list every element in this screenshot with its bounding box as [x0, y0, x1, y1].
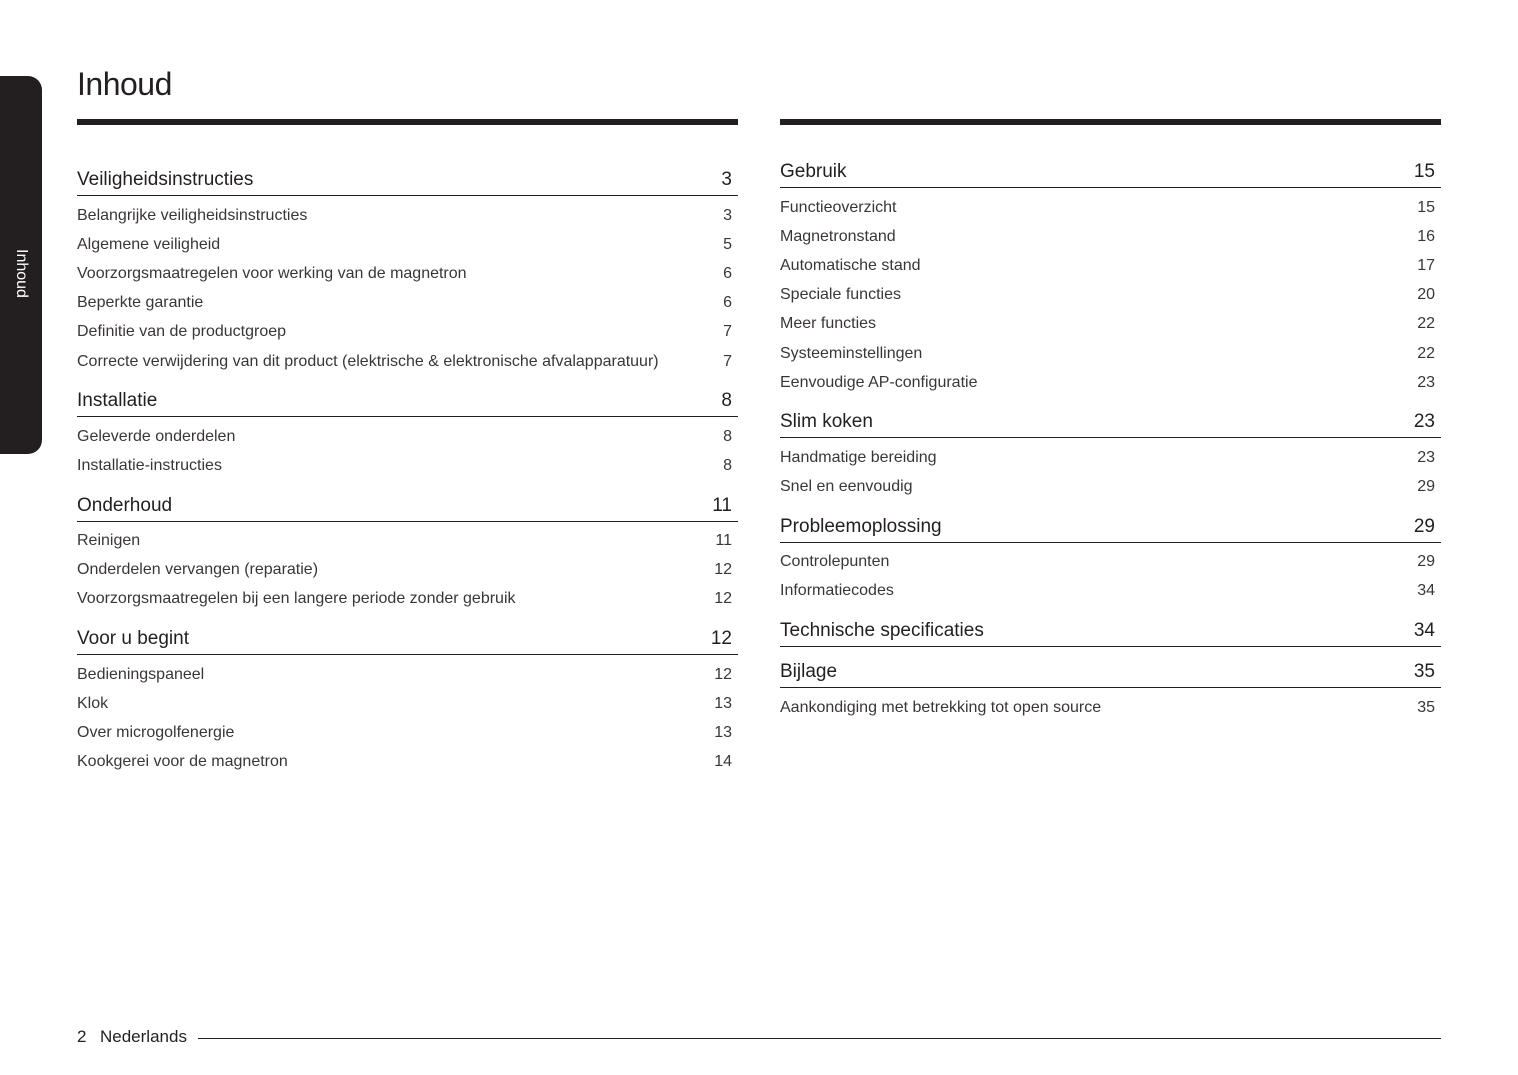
toc-item-list: [77, 522, 738, 615]
toc-item[interactable]: [780, 222, 1441, 251]
toc-item-page: 13: [714, 724, 732, 742]
toc-section-heading[interactable]: [780, 407, 1441, 438]
toc-section: [77, 624, 738, 777]
toc-item-page: 3: [723, 206, 732, 224]
toc-item[interactable]: [77, 201, 738, 230]
toc-item[interactable]: [780, 443, 1441, 472]
toc-item-label: Handmatige bereiding: [780, 448, 937, 466]
toc-item[interactable]: [77, 689, 738, 718]
toc-item-label: Reinigen: [77, 532, 141, 550]
toc-item-page: 6: [723, 294, 732, 312]
toc-item-label: Over microgolfenergie: [77, 724, 235, 742]
title-rule-left: [77, 119, 738, 125]
toc-section-heading[interactable]: [780, 157, 1441, 188]
toc-item-label: Snel en eenvoudig: [780, 478, 913, 496]
toc-section-page: 23: [1413, 411, 1435, 433]
toc-item[interactable]: [77, 718, 738, 747]
toc-item-label: Aankondiging met betrekking tot open source: [780, 698, 1102, 716]
title-rule-right: [780, 119, 1441, 125]
toc-item[interactable]: [77, 422, 738, 451]
toc-section-page: 3: [721, 169, 732, 190]
toc-section-heading[interactable]: [77, 624, 738, 655]
toc-item-page: 29: [1417, 553, 1435, 571]
toc-item[interactable]: [780, 281, 1441, 310]
toc-item-page: 34: [1417, 582, 1435, 600]
toc-item-page: 8: [723, 427, 732, 445]
toc-item-list: [780, 438, 1441, 501]
toc-section-page: 8: [721, 390, 732, 412]
toc-section-page: 15: [1413, 161, 1435, 182]
toc-item-label: Controlepunten: [780, 553, 890, 571]
toc-item[interactable]: [780, 310, 1441, 339]
toc-section-title: Probleemoplossing: [780, 515, 942, 537]
toc-item-page: 23: [1417, 373, 1435, 391]
toc-item-label: Speciale functies: [780, 286, 901, 304]
toc-item-label: Magnetronstand: [780, 227, 896, 245]
toc-item-list: [77, 196, 738, 376]
toc-item-label: Systeeminstellingen: [780, 344, 923, 362]
toc-item-page: 6: [723, 264, 732, 282]
toc-item-label: Definitie van de productgroep: [77, 323, 287, 341]
toc-item-page: 22: [1417, 344, 1435, 362]
toc-item-label: Onderdelen vervangen (reparatie): [77, 561, 319, 579]
toc-item-page: 7: [723, 352, 732, 370]
footer-page-number: 2: [77, 1027, 87, 1046]
toc-section-heading[interactable]: [780, 657, 1441, 688]
toc-column-left: [77, 165, 738, 777]
toc-section: [780, 616, 1441, 647]
toc-item-label: Meer functies: [780, 315, 877, 333]
toc-item[interactable]: [780, 577, 1441, 606]
toc-item-label: Algemene veiligheid: [77, 235, 221, 253]
toc-section: [780, 157, 1441, 397]
toc-item[interactable]: [77, 660, 738, 689]
toc-section-heading[interactable]: [780, 512, 1441, 543]
toc-item[interactable]: [77, 230, 738, 259]
toc-item-list: [77, 655, 738, 777]
toc-section-title: Technische specificaties: [780, 620, 984, 642]
toc-section-page: 34: [1413, 620, 1435, 642]
toc-item-page: 5: [723, 235, 732, 253]
toc-item-page: 12: [714, 665, 732, 683]
toc-item-label: Voorzorgsmaatregelen bij een langere periode zonder gebruik: [77, 590, 516, 608]
toc-item[interactable]: [77, 748, 738, 777]
toc-section: [77, 491, 738, 615]
section-gap: [77, 481, 738, 491]
toc-section-page: 35: [1413, 661, 1435, 683]
toc-section-title: Slim koken: [780, 411, 873, 433]
toc-section-title: Voor u begint: [77, 628, 189, 650]
toc-item-label: Bedieningspaneel: [77, 665, 205, 683]
toc-section: [780, 657, 1441, 722]
toc-item-label: Automatische stand: [780, 256, 921, 274]
toc-item-page: 23: [1417, 448, 1435, 466]
toc-item-label: Beperkte garantie: [77, 294, 204, 312]
toc-item-page: 15: [1417, 198, 1435, 216]
toc-item-label: Belangrijke veiligheidsinstructies: [77, 206, 308, 224]
toc-section-page: 12: [710, 628, 732, 650]
section-gap: [77, 614, 738, 624]
toc-section: [77, 386, 738, 480]
toc-item-page: 8: [723, 456, 732, 474]
toc-item[interactable]: [77, 556, 738, 585]
toc-item[interactable]: [780, 368, 1441, 397]
toc-section-page: 11: [712, 494, 732, 516]
toc-item[interactable]: [77, 451, 738, 480]
toc-item-page: 14: [714, 753, 732, 771]
toc-item-page: 29: [1417, 478, 1435, 496]
side-tab-label: Inhoud: [13, 249, 30, 298]
toc-item[interactable]: [780, 548, 1441, 577]
toc-item[interactable]: [780, 693, 1441, 722]
toc-item-list: [77, 417, 738, 480]
toc-item[interactable]: [77, 259, 738, 288]
toc-section-heading[interactable]: [77, 491, 738, 522]
toc-item-page: 35: [1417, 698, 1435, 716]
section-gap: [780, 647, 1441, 657]
toc-item[interactable]: [77, 527, 738, 556]
toc-item-label: Voorzorgsmaatregelen voor werking van de magnetron: [77, 264, 467, 282]
toc-section-heading[interactable]: [780, 616, 1441, 647]
toc-item-label: Informatiecodes: [780, 582, 894, 600]
page-title: Inhoud: [77, 66, 172, 102]
section-gap: [780, 502, 1441, 512]
toc-item[interactable]: [780, 193, 1441, 222]
toc-item-label: Functieoverzicht: [780, 198, 897, 216]
toc-item[interactable]: [780, 473, 1441, 502]
toc-section-heading[interactable]: [77, 386, 738, 417]
toc-section-title: Veiligheidsinstructies: [77, 169, 254, 190]
toc-item[interactable]: [780, 251, 1441, 280]
toc-item-page: 7: [723, 323, 732, 341]
toc-column-right: [780, 157, 1441, 722]
toc-section-title: Onderhoud: [77, 494, 173, 516]
toc-item-page: 22: [1417, 315, 1435, 333]
toc-item-page: 16: [1417, 227, 1435, 245]
toc-item-label: Eenvoudige AP-configuratie: [780, 373, 978, 391]
section-gap: [77, 376, 738, 386]
toc-item-page: 12: [714, 561, 732, 579]
toc-item-label: Correcte verwijdering van dit product (elektrische & elektronische afvalapparatuur): [77, 352, 659, 370]
toc-section-title: Installatie: [77, 390, 158, 412]
toc-item-list: [780, 543, 1441, 606]
toc-item-page: 17: [1417, 256, 1435, 274]
toc-item-label: Klok: [77, 694, 109, 712]
toc-section-title: Gebruik: [780, 161, 847, 182]
toc-item[interactable]: [77, 318, 738, 347]
section-gap: [780, 397, 1441, 407]
toc-item[interactable]: [77, 585, 738, 614]
toc-section: [77, 165, 738, 376]
toc-item-label: Geleverde onderdelen: [77, 427, 236, 445]
toc-item-list: [780, 688, 1441, 722]
toc-item-page: 11: [715, 532, 732, 550]
toc-item-page: 20: [1417, 286, 1435, 304]
toc-section: [780, 407, 1441, 501]
toc-item[interactable]: [77, 289, 738, 318]
footer-rule: [198, 1038, 1441, 1039]
toc-item-page: 12: [714, 590, 732, 608]
toc-section: [780, 512, 1441, 606]
footer-language: Nederlands: [100, 1027, 187, 1046]
section-gap: [780, 606, 1441, 616]
toc-item-label: Kookgerei voor de magnetron: [77, 753, 288, 771]
toc-item-label: Installatie-instructies: [77, 456, 222, 474]
toc-item[interactable]: [780, 339, 1441, 368]
toc-section-page: 29: [1413, 515, 1435, 537]
toc-section-heading[interactable]: [77, 165, 738, 196]
toc-section-title: Bijlage: [780, 661, 838, 683]
toc-item-page: 13: [714, 694, 732, 712]
toc-item-list: [780, 188, 1441, 397]
toc-item[interactable]: [77, 347, 738, 376]
